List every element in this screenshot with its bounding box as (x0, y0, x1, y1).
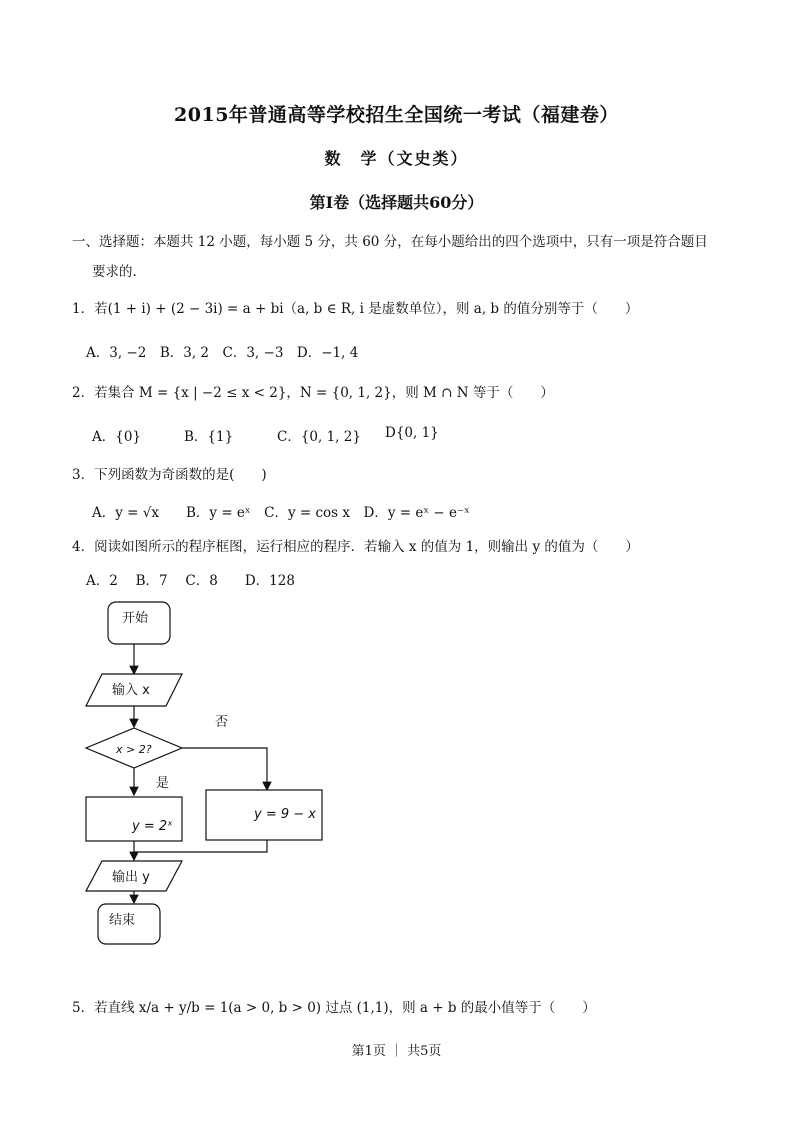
question-1-stem: 1．若(1 + i) + (2 − 3i) = a + bi（a, b ∈ R, i 是虚数单位），则 a, b 的值分别等于（ ） (72, 301, 639, 317)
question-2-option-d: D{0, 1} (385, 425, 439, 441)
flowchart-yes-label: 是 (156, 776, 170, 791)
question-4-stem: 4．阅读如图所示的程序框图，运行相应的程序．若输入 x 的值为 1，则输出 y 的值为（ ） (72, 539, 639, 555)
instructions-line-2: 要求的. (92, 264, 137, 280)
flowchart-condition-label: x > 2? (116, 743, 152, 756)
flowchart-end-label: 结束 (109, 913, 136, 928)
flowchart-no-label: 否 (215, 715, 229, 730)
flowchart-output-label: 输出 y (112, 870, 150, 885)
instructions-line-1: 一、选择题：本题共 12 小题，每小题 5 分，共 60 分，在每小题给出的四个选项中，只有一项是符合题目 (72, 234, 708, 250)
question-3-stem: 3．下列函数为奇函数的是( ) (72, 467, 267, 483)
exam-subtitle: 数 学（文史类） (324, 149, 469, 168)
exam-title: 2015年普通高等学校招生全国统一考试（福建卷） (174, 104, 619, 126)
question-3-options: A．y = √x B．y = eˣ C．y = cos x D．y = eˣ − e⁻ˣ (92, 505, 470, 521)
question-1-options: A．3, −2 B．3, 2 C．3, −3 D．−1, 4 (86, 345, 359, 361)
page-footer: 第1页 ｜ 共5页 (351, 1044, 442, 1059)
section-heading: 第Ⅰ卷（选择题共60分） (309, 193, 484, 212)
question-5-stem: 5．若直线 x/a + y/b = 1(a > 0, b > 0) 过点 (1,1)，则 a + b 的最小值等于（ ） (72, 1000, 596, 1016)
flowchart-diagram (70, 590, 370, 960)
question-2-option-c: C．{0, 1, 2} (277, 429, 361, 445)
question-4-options: A．2 B．7 C．8 D．128 (86, 573, 295, 589)
flowchart-yes-formula: y = 2ˣ (132, 819, 173, 834)
question-2-option-a: A．{0} (92, 429, 142, 445)
flowchart-start-label: 开始 (122, 611, 149, 626)
question-2-option-b: B．{1} (184, 429, 234, 445)
question-2-stem: 2．若集合 M = {x | −2 ≤ x < 2}，N = {0, 1, 2}，则 M ∩ N 等于（ ） (72, 385, 554, 401)
flowchart-no-formula: y = 9 − x (254, 807, 316, 822)
flowchart-input-label: 输入 x (112, 683, 150, 698)
